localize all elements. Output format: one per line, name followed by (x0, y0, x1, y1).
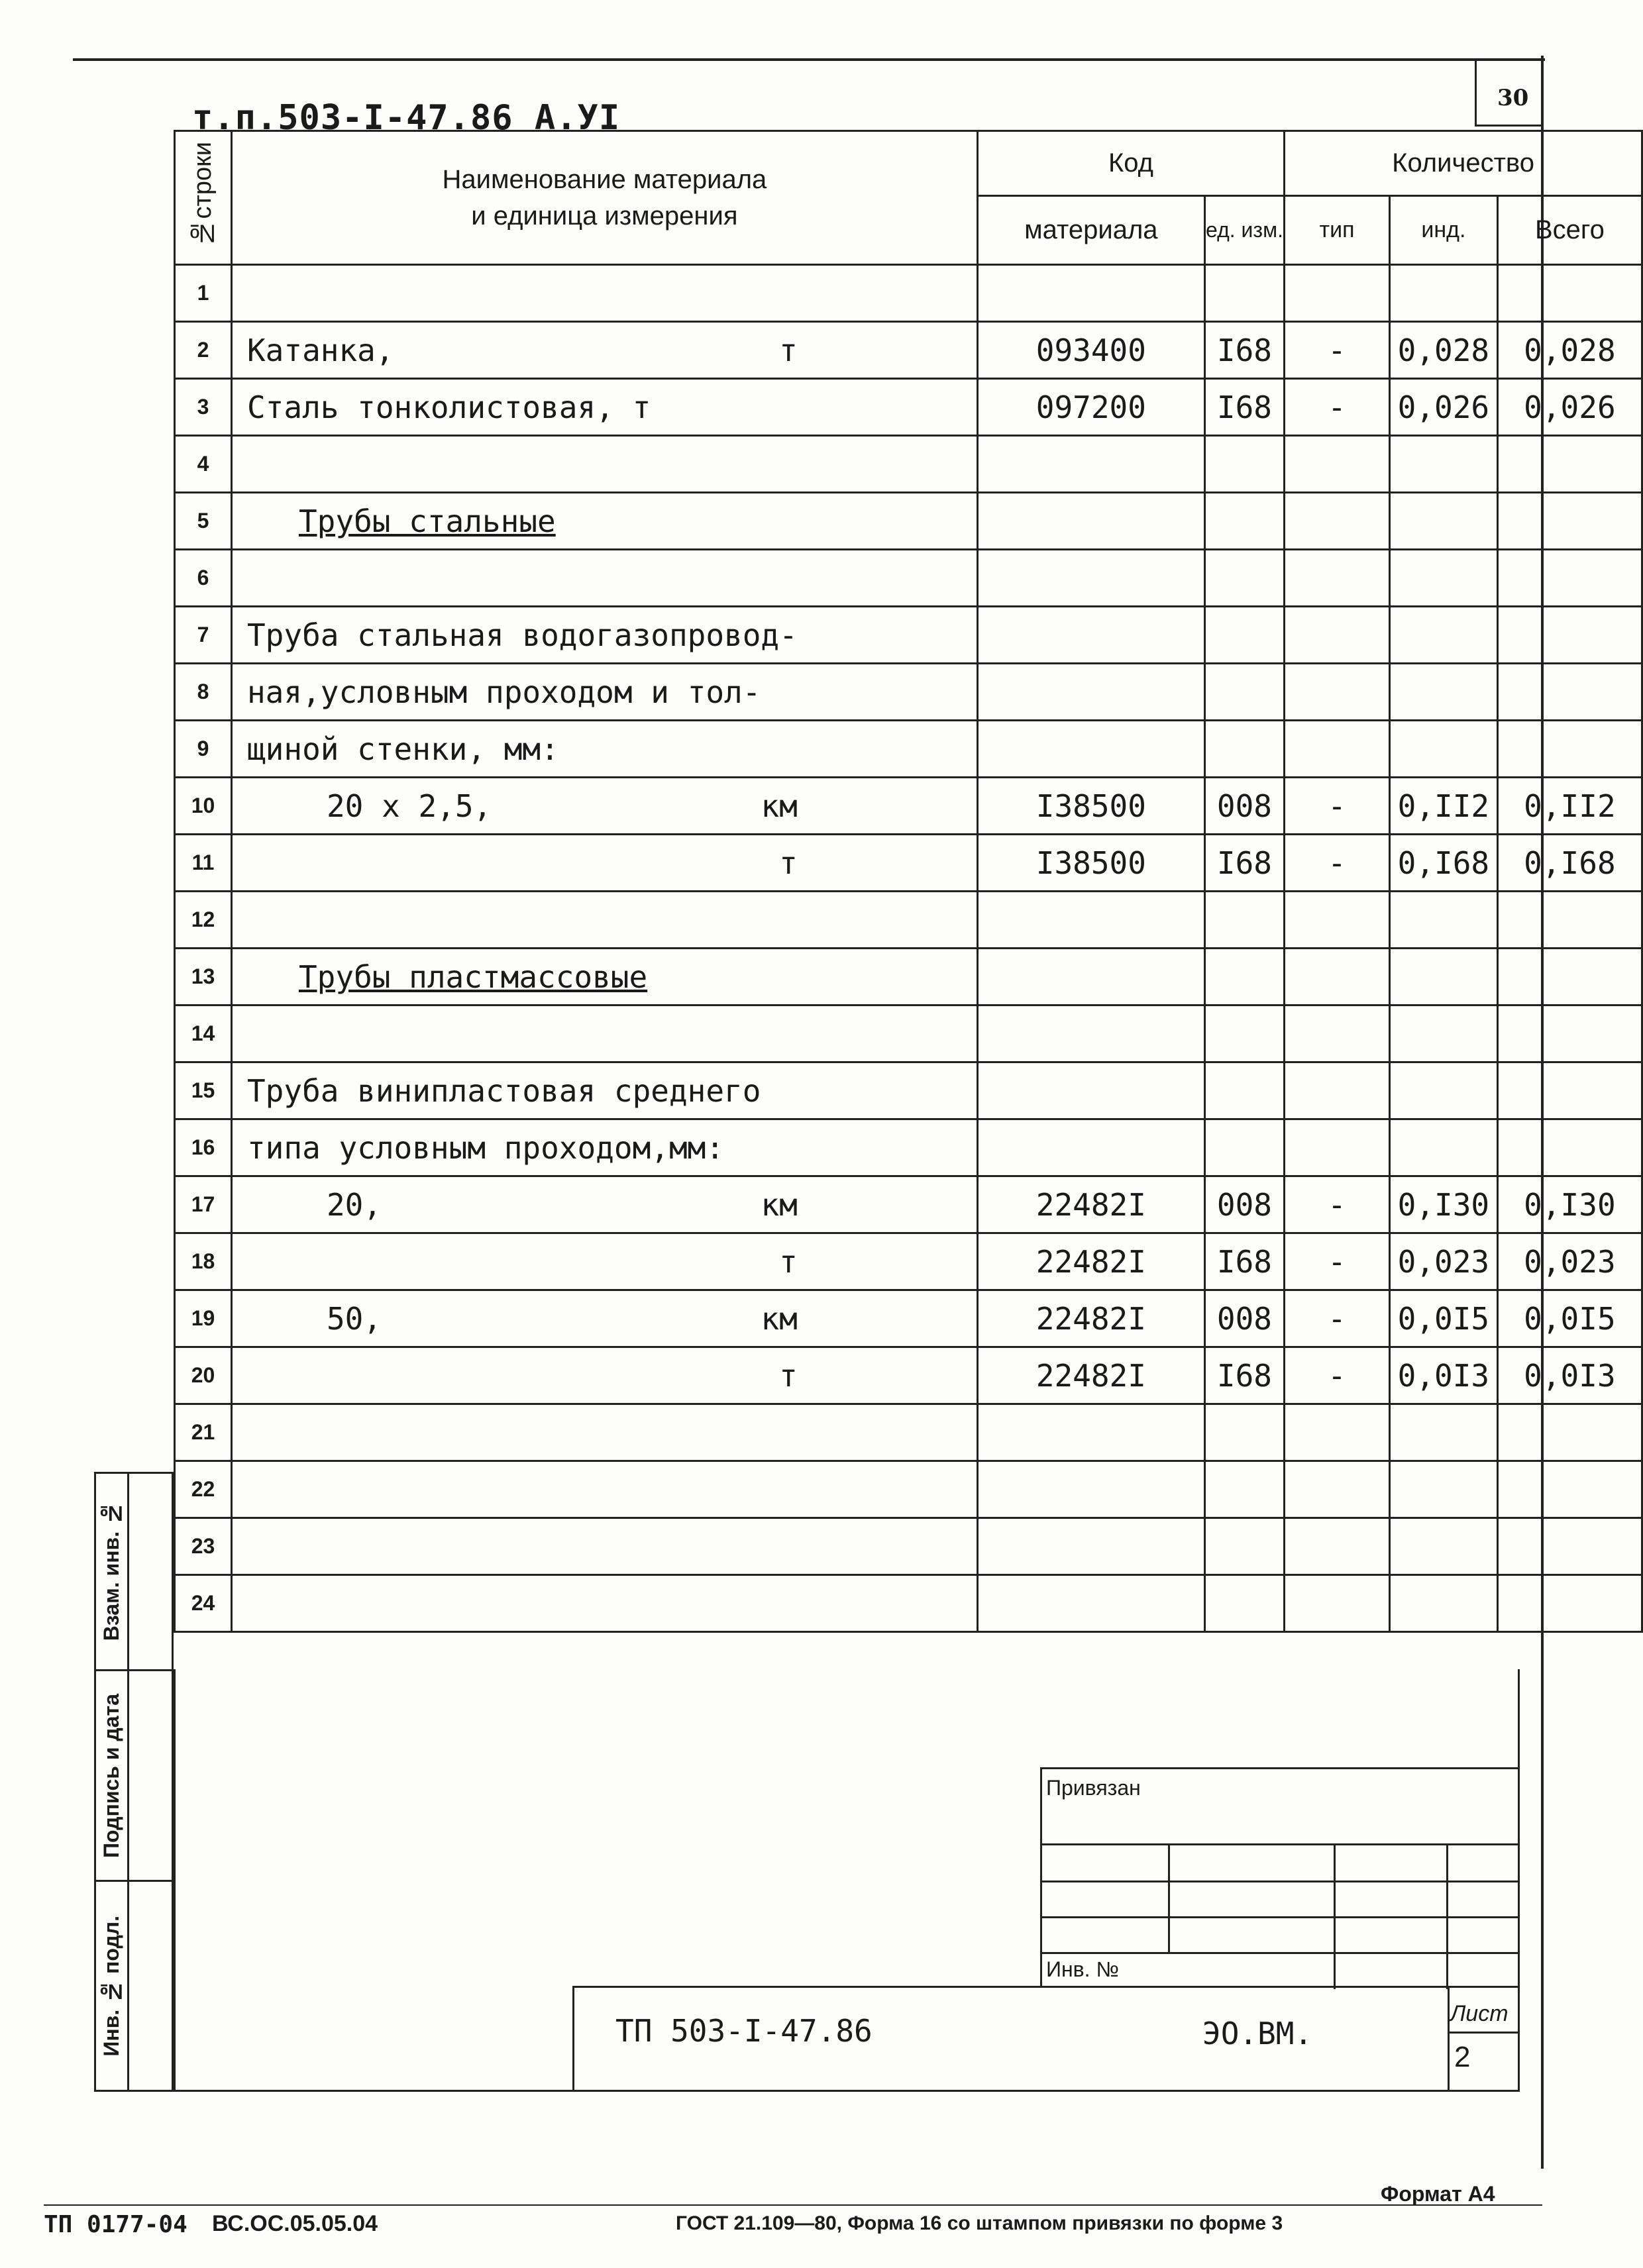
footer-gost: ГОСТ 21.109—80, Форма 16 со штампом привязки по форме 3 (676, 2212, 1283, 2234)
qty-type (1285, 550, 1390, 607)
qty-ind (1389, 1461, 1497, 1518)
table-row (175, 1575, 1642, 1632)
qty-total (1497, 721, 1642, 778)
material-name-cell (231, 892, 977, 949)
table-row (175, 1290, 1642, 1347)
material-name-cell (231, 721, 977, 778)
qty-type: - (1285, 1347, 1390, 1404)
material-name: Сталь тонколистовая, т (246, 389, 651, 425)
qty-type (1285, 664, 1390, 721)
material-code: 22482I (977, 1233, 1204, 1290)
material-unit: т (779, 1357, 798, 1394)
sheet-divider (1448, 2032, 1518, 2034)
material-name-cell (231, 1233, 977, 1290)
side-stamp-vzam-label: Взам. инв. № (99, 1502, 123, 1641)
table-row (175, 1176, 1642, 1233)
material-code: 097200 (977, 379, 1204, 436)
qty-type (1285, 949, 1390, 1005)
row-number: 14 (175, 1005, 232, 1062)
materials-table (174, 130, 1643, 1633)
material-name-wrap (233, 731, 977, 767)
material-name: Труба стальная водогазопровод- (246, 617, 798, 653)
material-name-cell (231, 1575, 977, 1632)
material-name: ная,условным проходом и тол- (246, 674, 761, 710)
unit-code: 008 (1204, 1176, 1284, 1233)
material-code (977, 1575, 1204, 1632)
format-label: Формат А4 (1381, 2182, 1495, 2206)
qty-total (1497, 1404, 1642, 1461)
side-stamp (94, 1472, 174, 2092)
material-name-wrap (233, 674, 977, 710)
row-number: 24 (175, 1575, 232, 1632)
col-qty-type: тип (1285, 196, 1390, 265)
qty-ind: 0,I30 (1389, 1176, 1497, 1233)
binding-stamp-label: Привязан (1046, 1776, 1141, 1800)
material-name-cell (231, 949, 977, 1005)
qty-type (1285, 607, 1390, 664)
material-name-wrap (233, 1187, 977, 1223)
material-name-cell (231, 1290, 977, 1347)
unit-code (1204, 892, 1284, 949)
col-name (231, 131, 977, 265)
col-name-line1: Наименование материала (442, 164, 767, 194)
material-name-cell (231, 1005, 977, 1062)
table-row (175, 322, 1642, 379)
qty-type: - (1285, 1176, 1390, 1233)
material-name-cell (231, 1518, 977, 1575)
qty-ind: 0,I68 (1389, 835, 1497, 892)
footer-code: ТП 0177-04 (44, 2211, 187, 2238)
table-row (175, 265, 1642, 322)
row-number: 2 (175, 322, 232, 379)
qty-ind (1389, 949, 1497, 1005)
qty-total (1497, 607, 1642, 664)
qty-total (1497, 1119, 1642, 1176)
material-unit: т (779, 845, 798, 881)
qty-type (1285, 1461, 1390, 1518)
row-number: 10 (175, 778, 232, 835)
unit-code: I68 (1204, 379, 1284, 436)
material-code: 22482I (977, 1347, 1204, 1404)
material-code (977, 607, 1204, 664)
unit-code: I68 (1204, 835, 1284, 892)
material-unit: км (761, 1300, 798, 1337)
page-number: 30 (1497, 85, 1529, 111)
unit-code (1204, 436, 1284, 493)
qty-ind (1389, 1575, 1497, 1632)
material-name-wrap (233, 1130, 977, 1166)
unit-code: 008 (1204, 778, 1284, 835)
material-name-cell (231, 1404, 977, 1461)
material-code (977, 436, 1204, 493)
qty-total (1497, 1575, 1642, 1632)
table-row (175, 1347, 1642, 1404)
qty-ind (1389, 1404, 1497, 1461)
unit-code (1204, 1518, 1284, 1575)
qty-ind (1389, 436, 1497, 493)
qty-type (1285, 1005, 1390, 1062)
qty-type (1285, 892, 1390, 949)
col-qty-total: Всего (1497, 196, 1642, 265)
material-code (977, 892, 1204, 949)
qty-type (1285, 1062, 1390, 1119)
col-code-unit: ед. изм. (1204, 196, 1284, 265)
qty-type: - (1285, 1290, 1390, 1347)
material-name-cell (231, 493, 977, 550)
col-code: Код (977, 131, 1284, 196)
unit-code (1204, 550, 1284, 607)
qty-ind (1389, 550, 1497, 607)
unit-code: I68 (1204, 322, 1284, 379)
material-code (977, 1518, 1204, 1575)
table-row (175, 1518, 1642, 1575)
qty-ind (1389, 1518, 1497, 1575)
material-name: Труба винипластовая среднего (246, 1072, 761, 1109)
material-name-cell (231, 1461, 977, 1518)
qty-total: 0,II2 (1497, 778, 1642, 835)
material-name: щиной стенки, мм: (246, 731, 559, 767)
qty-type: - (1285, 379, 1390, 436)
row-number: 6 (175, 550, 232, 607)
qty-total: 0,026 (1497, 379, 1642, 436)
material-name-wrap (233, 788, 977, 824)
row-number: 22 (175, 1461, 232, 1518)
material-code: 093400 (977, 322, 1204, 379)
unit-code (1204, 664, 1284, 721)
title-block (572, 1986, 1520, 2092)
unit-code (1204, 949, 1284, 1005)
unit-code (1204, 607, 1284, 664)
qty-type (1285, 1404, 1390, 1461)
unit-code (1204, 1461, 1284, 1518)
material-name-cell (231, 322, 977, 379)
sheet-number: 2 (1454, 2041, 1471, 2073)
unit-code: I68 (1204, 1233, 1284, 1290)
material-code (977, 949, 1204, 1005)
title-block-code: ТП 503-I-47.86 (615, 2013, 873, 2049)
table-row (175, 835, 1642, 892)
qty-ind: 0,028 (1389, 322, 1497, 379)
qty-type (1285, 1575, 1390, 1632)
material-name: типа условным проходом,мм: (246, 1129, 725, 1166)
qty-total: 0,0I5 (1497, 1290, 1642, 1347)
qty-type: - (1285, 835, 1390, 892)
table-row (175, 778, 1642, 835)
material-code: I38500 (977, 778, 1204, 835)
unit-code (1204, 1404, 1284, 1461)
qty-ind (1389, 265, 1497, 322)
qty-total (1497, 949, 1642, 1005)
table-row (175, 949, 1642, 1005)
table-row (175, 379, 1642, 436)
row-number: 15 (175, 1062, 232, 1119)
binding-stamp (1040, 1767, 1520, 1987)
row-number: 16 (175, 1119, 232, 1176)
qty-ind (1389, 493, 1497, 550)
qty-ind (1389, 607, 1497, 664)
material-code: 22482I (977, 1290, 1204, 1347)
material-name-cell (231, 835, 977, 892)
material-name-wrap (233, 333, 977, 368)
unit-code (1204, 265, 1284, 322)
qty-total (1497, 892, 1642, 949)
material-unit: т (779, 332, 798, 368)
qty-type (1285, 721, 1390, 778)
qty-total: 0,I68 (1497, 835, 1642, 892)
material-name-cell (231, 1347, 977, 1404)
row-number: 21 (175, 1404, 232, 1461)
qty-type (1285, 1119, 1390, 1176)
material-unit: км (761, 1186, 798, 1223)
qty-ind (1389, 892, 1497, 949)
side-stamp-vzam (96, 1474, 172, 1671)
qty-total (1497, 436, 1642, 493)
material-name: 50, (326, 1300, 382, 1337)
material-name-cell (231, 1176, 977, 1233)
table-header (175, 131, 1642, 265)
side-stamp-inv-label: Инв. № подл. (99, 1915, 123, 2057)
side-stamp-inv (96, 1882, 172, 2090)
qty-type: - (1285, 778, 1390, 835)
unit-code: I68 (1204, 1347, 1284, 1404)
table-row (175, 1119, 1642, 1176)
qty-total: 0,028 (1497, 322, 1642, 379)
material-name-cell (231, 379, 977, 436)
qty-ind (1389, 1119, 1497, 1176)
row-number: 7 (175, 607, 232, 664)
qty-ind (1389, 721, 1497, 778)
material-code (977, 265, 1204, 322)
qty-ind (1389, 664, 1497, 721)
qty-ind: 0,II2 (1389, 778, 1497, 835)
material-name-cell (231, 436, 977, 493)
material-name: Катанка, (246, 332, 394, 368)
document-header-code: т.п.503-I-47.86 A.УI (192, 98, 621, 138)
footer-divider (44, 2204, 1542, 2206)
material-code (977, 1119, 1204, 1176)
row-number: 19 (175, 1290, 232, 1347)
row-number: 12 (175, 892, 232, 949)
qty-type: - (1285, 322, 1390, 379)
binding-stamp-inv: Инв. № (1046, 1957, 1119, 1981)
table-row (175, 436, 1642, 493)
qty-type (1285, 436, 1390, 493)
unit-code (1204, 493, 1284, 550)
material-name-cell (231, 1119, 977, 1176)
material-name-cell (231, 607, 977, 664)
material-code (977, 550, 1204, 607)
qty-total (1497, 265, 1642, 322)
table-row (175, 1062, 1642, 1119)
title-block-doc: ЭО.ВМ. (1202, 2016, 1313, 2051)
qty-total (1497, 1005, 1642, 1062)
qty-total (1497, 664, 1642, 721)
material-code (977, 1404, 1204, 1461)
material-name-wrap (233, 959, 977, 995)
material-name-cell (231, 550, 977, 607)
material-code: I38500 (977, 835, 1204, 892)
unit-code (1204, 1062, 1284, 1119)
material-name-wrap (233, 1244, 977, 1280)
col-row-number-label: №строки (188, 142, 217, 247)
row-number: 1 (175, 265, 232, 322)
qty-ind: 0,023 (1389, 1233, 1497, 1290)
row-number: 17 (175, 1176, 232, 1233)
qty-type (1285, 1518, 1390, 1575)
material-code (977, 1461, 1204, 1518)
side-stamp-podpis-label: Подпись и дата (99, 1693, 123, 1858)
sheet-label: Лист (1450, 2001, 1509, 2026)
col-name-line2: и единица измерения (471, 201, 738, 231)
table-row (175, 1005, 1642, 1062)
material-name-wrap (233, 503, 977, 539)
material-name-wrap (233, 617, 977, 653)
row-number: 13 (175, 949, 232, 1005)
qty-total (1497, 493, 1642, 550)
row-number: 20 (175, 1347, 232, 1404)
material-name: Трубы стальные (298, 503, 556, 539)
material-name-wrap (233, 1301, 977, 1337)
material-code (977, 1005, 1204, 1062)
qty-total: 0,023 (1497, 1233, 1642, 1290)
table-row (175, 1461, 1642, 1518)
table-row (175, 664, 1642, 721)
qty-ind: 0,0I3 (1389, 1347, 1497, 1404)
table-row (175, 607, 1642, 664)
col-row-number (175, 131, 232, 265)
material-name-cell (231, 778, 977, 835)
row-number: 8 (175, 664, 232, 721)
material-name: 20, (326, 1186, 382, 1223)
qty-total: 0,I30 (1497, 1176, 1642, 1233)
table-row (175, 892, 1642, 949)
row-number: 5 (175, 493, 232, 550)
qty-ind: 0,026 (1389, 379, 1497, 436)
row-number: 18 (175, 1233, 232, 1290)
material-code (977, 664, 1204, 721)
qty-total (1497, 1461, 1642, 1518)
qty-type (1285, 493, 1390, 550)
material-unit: км (761, 788, 798, 824)
unit-code (1204, 1575, 1284, 1632)
qty-type (1285, 265, 1390, 322)
table-row (175, 493, 1642, 550)
col-code-material: материала (977, 196, 1204, 265)
material-name-wrap (233, 389, 977, 425)
col-quantity: Количество (1285, 131, 1642, 196)
unit-code: 008 (1204, 1290, 1284, 1347)
top-border (73, 58, 1545, 61)
table-body (175, 265, 1642, 1632)
side-stamp-podpis (96, 1671, 172, 1882)
material-name-wrap (233, 1073, 977, 1109)
material-code: 22482I (977, 1176, 1204, 1233)
qty-ind (1389, 1062, 1497, 1119)
table-row (175, 721, 1642, 778)
row-number: 9 (175, 721, 232, 778)
row-number: 3 (175, 379, 232, 436)
table-row (175, 550, 1642, 607)
row-number: 23 (175, 1518, 232, 1575)
material-code (977, 1062, 1204, 1119)
row-number: 4 (175, 436, 232, 493)
material-name-wrap (233, 845, 977, 881)
material-name-cell (231, 664, 977, 721)
row-number: 11 (175, 835, 232, 892)
unit-code (1204, 1005, 1284, 1062)
qty-total (1497, 550, 1642, 607)
footer-stamp-code: ВС.ОС.05.05.04 (212, 2211, 378, 2236)
material-code (977, 493, 1204, 550)
table-row (175, 1404, 1642, 1461)
material-name: Трубы пластмассовые (298, 958, 648, 995)
qty-type: - (1285, 1233, 1390, 1290)
unit-code (1204, 721, 1284, 778)
qty-ind (1389, 1005, 1497, 1062)
material-name: 20 х 2,5, (326, 788, 492, 824)
qty-total (1497, 1518, 1642, 1575)
material-name-cell (231, 265, 977, 322)
material-unit: т (779, 1243, 798, 1280)
material-name-wrap (233, 1358, 977, 1394)
material-code (977, 721, 1204, 778)
material-name-cell (231, 1062, 977, 1119)
table-row (175, 1233, 1642, 1290)
col-qty-ind: инд. (1389, 196, 1497, 265)
qty-total (1497, 1062, 1642, 1119)
qty-ind: 0,0I5 (1389, 1290, 1497, 1347)
unit-code (1204, 1119, 1284, 1176)
qty-total: 0,0I3 (1497, 1347, 1642, 1404)
